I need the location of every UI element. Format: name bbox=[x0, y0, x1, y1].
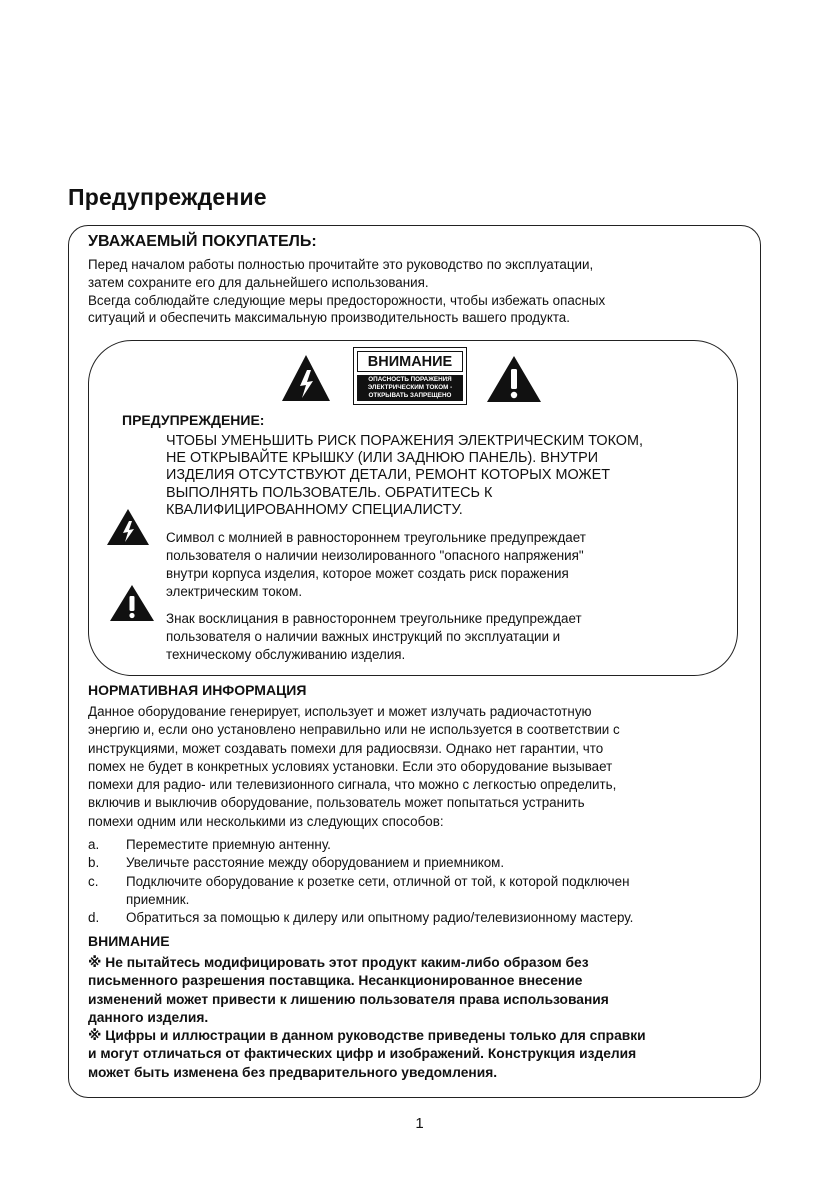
list-item-text: приемник. bbox=[126, 891, 190, 907]
list-marker: a. bbox=[88, 837, 100, 852]
warning-heading: ПРЕДУПРЕЖДЕНИЕ: bbox=[122, 412, 265, 428]
warning-caps-text bbox=[166, 433, 643, 519]
warning-line: ЧТОБЫ УМЕНЬШИТЬ РИСК ПОРАЖЕНИЯ ЭЛЕКТРИЧЕСКИМ ТОКОМ, bbox=[166, 433, 643, 449]
warning-line: КВАЛИФИЦИРОВАННОМУ СПЕЦИАЛИСТУ. bbox=[166, 501, 463, 518]
regulatory-line: включив и выключив оборудование, пользователь может попытаться устранить bbox=[88, 795, 585, 811]
attention-line: и могут отличаться от фактических цифр и изображений. Конструкция изделия bbox=[88, 1046, 637, 1062]
intro-line: Всегда соблюдайте следующие меры предосторожности, чтобы избежать опасных bbox=[88, 292, 606, 308]
caution-sign-title: ВНИМАНИЕ bbox=[357, 351, 463, 372]
dear-customer-heading: УВАЖАЕМЫЙ ПОКУПАТЕЛЬ: bbox=[88, 233, 317, 250]
exclamation-explanation bbox=[166, 610, 582, 664]
regulatory-text bbox=[88, 703, 620, 831]
exclamation-warning-icon bbox=[485, 354, 543, 404]
caution-sign bbox=[353, 347, 467, 405]
exclamation-line: Знак восклицания в равностороннем треугольнике предупреждает bbox=[166, 611, 582, 626]
caution-sign-line: ОПАСНОСТЬ ПОРАЖЕНИЯ bbox=[368, 376, 452, 383]
regulatory-line: инструкциями, может создавать помехи для радиосвязи. Однако нет гарантии, что bbox=[88, 740, 604, 756]
attention-text bbox=[88, 954, 646, 1082]
lightning-warning-icon bbox=[280, 353, 332, 403]
exclamation-line: техническому обслуживанию изделия. bbox=[166, 647, 406, 662]
exclamation-symbol-icon bbox=[109, 584, 155, 622]
attention-line: ※ Цифры и иллюстрации в данном руководстве приведены только для справки bbox=[88, 1028, 646, 1044]
attention-heading: ВНИМАНИЕ bbox=[88, 933, 170, 949]
warning-line: ВЫПОЛНЯТЬ ПОЛЬЗОВАТЕЛЬ. ОБРАТИТЕСЬ К bbox=[166, 484, 493, 501]
regulatory-line: помехи для радио- или телевизионного сигнала, что можно с легкостью определить, bbox=[88, 777, 617, 793]
lightning-line: электрическим током. bbox=[166, 584, 303, 599]
lightning-symbol-icon bbox=[106, 508, 150, 546]
regulatory-line: Данное оборудование генерирует, использует и может излучать радиочастотную bbox=[88, 704, 592, 719]
warning-line: НЕ ОТКРЫВАЙТЕ КРЫШКУ (ИЛИ ЗАДНЮЮ ПАНЕЛЬ). ВНУТРИ bbox=[166, 450, 599, 467]
page-title: Предупреждение bbox=[68, 184, 267, 210]
list-item-text: Подключите оборудование к розетке сети, отличной от той, к которой подключен bbox=[126, 873, 630, 889]
regulatory-line: помех не будет в конкретных условиях установки. Если это оборудование вызывает bbox=[88, 758, 613, 774]
intro-line: Перед началом работы полностью прочитайте это руководство по эксплуатации, bbox=[88, 257, 594, 272]
lightning-line: пользователя о наличии неизолированного "опасного напряжения" bbox=[166, 548, 584, 563]
caution-sign-line: ОТКРЫВАТЬ ЗАПРЕЩЕНО bbox=[368, 392, 452, 400]
exclamation-line: пользователя о наличии важных инструкций по эксплуатации и bbox=[166, 629, 561, 644]
attention-line: ※ Не пытайтесь модифицировать этот продукт каким-либо образом без bbox=[88, 955, 589, 970]
regulatory-heading: НОРМАТИВНАЯ ИНФОРМАЦИЯ bbox=[88, 682, 307, 698]
page-number: 1 bbox=[415, 1115, 424, 1132]
attention-line: может быть изменена без предварительного уведомления. bbox=[88, 1064, 498, 1080]
attention-line: изменений может привести к лишению пользователя права использования bbox=[88, 991, 609, 1007]
regulatory-line: энергию и, если оно установлено неправильно или не используется в соответствии с bbox=[88, 722, 620, 738]
lightning-line: внутри корпуса изделия, которое может создать риск поражения bbox=[166, 566, 569, 581]
attention-line: письменного разрешения поставщика. Несанкционированное внесение bbox=[88, 973, 583, 989]
regulatory-line: помехи одним или несколькими из следующих способов: bbox=[88, 813, 444, 829]
intro-text bbox=[88, 256, 748, 327]
intro-line: ситуаций и обеспечить максимальную производительность вашего продукта. bbox=[88, 310, 570, 326]
list-marker: c. bbox=[88, 873, 99, 889]
list-marker: b. bbox=[88, 855, 100, 871]
list-item-text: Переместите приемную антенну. bbox=[126, 837, 331, 852]
caution-sign-subtext bbox=[357, 375, 463, 401]
list-item-text: Обратиться за помощью к дилеру или опытному радио/телевизионному мастеру. bbox=[126, 910, 634, 926]
list-marker: d. bbox=[88, 910, 100, 926]
list-item-text: Увеличьте расстояние между оборудованием и приемником. bbox=[126, 855, 505, 871]
warning-line: ИЗДЕЛИЯ ОТСУТСТВУЮТ ДЕТАЛИ, РЕМОНТ КОТОРЫХ МОЖЕТ bbox=[166, 467, 611, 484]
caution-sign-line: ЭЛЕКТРИЧЕСКИМ ТОКОМ - bbox=[367, 384, 453, 392]
attention-line: данного изделия. bbox=[88, 1009, 209, 1025]
lightning-explanation bbox=[166, 529, 586, 601]
intro-line: затем сохраните его для дальнейшего использования. bbox=[88, 274, 429, 290]
lightning-line: Символ с молнией в равностороннем треугольнике предупреждает bbox=[166, 530, 586, 545]
